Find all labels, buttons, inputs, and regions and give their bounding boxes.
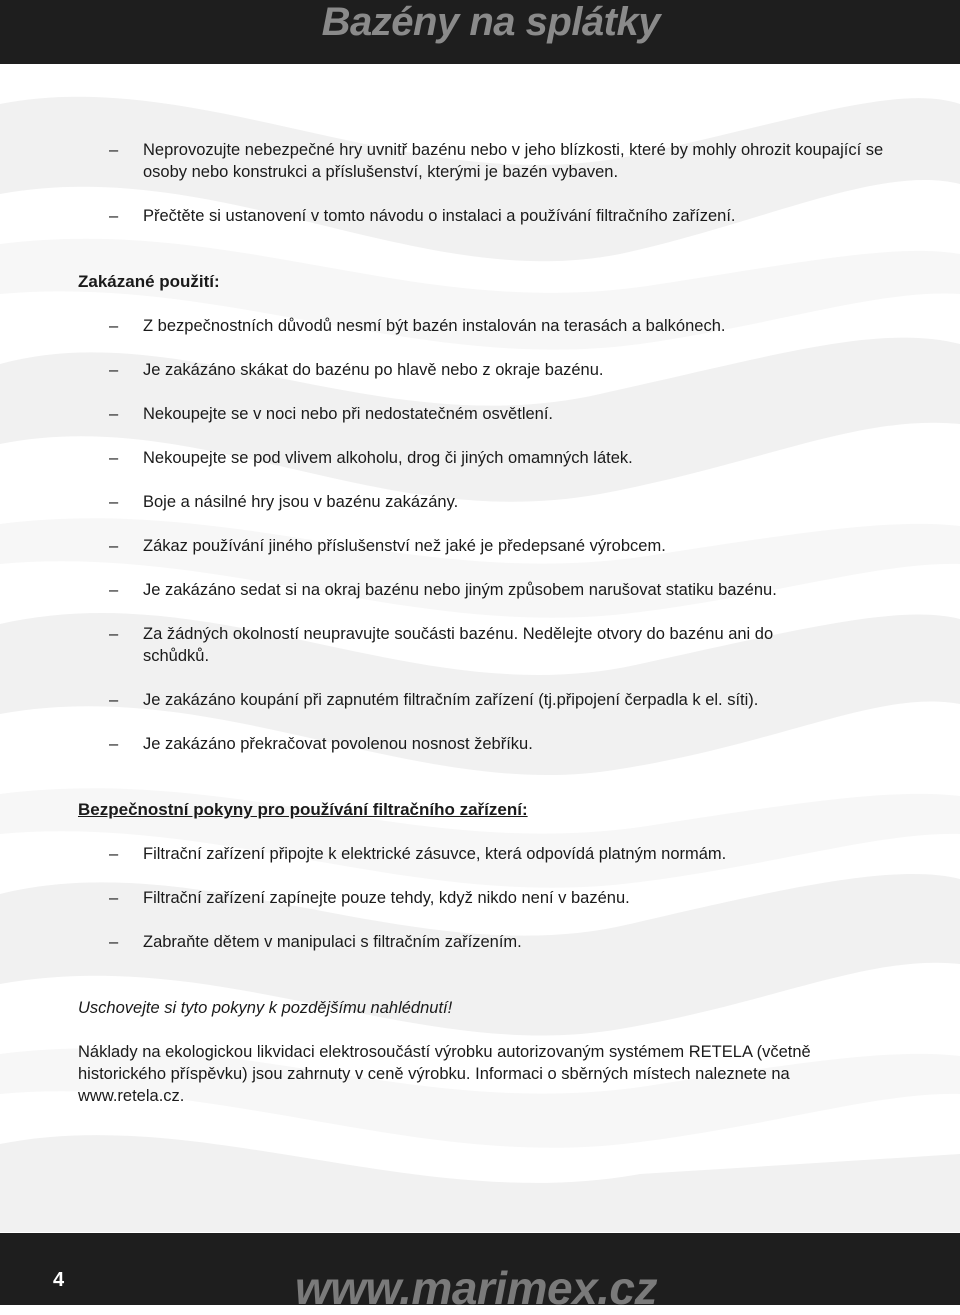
list-dash: – [109, 933, 119, 951]
list-item-text: Filtrační zařízení připojte k elektrické zásuvce, která odpovídá platným normám. [143, 845, 727, 863]
list-item-text: Z bezpečnostních důvodů nesmí být bazén instalován na terasách a balkónech. [143, 317, 726, 335]
list-item [109, 359, 903, 381]
list-item-text: Boje a násilné hry jsou v bazénu zakázány. [143, 493, 459, 511]
list-item-text: Je zakázáno sedat si na okraj bazénu nebo jiným způsobem narušovat statiku bazénu. [143, 581, 777, 599]
list-item [109, 403, 903, 425]
list-dash: – [109, 889, 119, 907]
list-dash: – [109, 449, 119, 467]
list-item-text: Zabraňte dětem v manipulaci s filtračním zařízením. [143, 933, 522, 951]
page-number: 4 [53, 1269, 65, 1291]
list-item-text: Je zakázáno překračovat povolenou nosnost žebříku. [143, 735, 533, 753]
list-item [109, 623, 843, 667]
list-dash: – [109, 625, 119, 643]
list-item [109, 689, 903, 711]
list-dash: – [109, 405, 119, 423]
footer-bar [0, 1233, 960, 1314]
list-item-text: Nekoupejte se v noci nebo při nedostatečném osvětlení. [143, 405, 554, 423]
list-item-text: Je zakázáno skákat do bazénu po hlavě nebo z okraje bazénu. [143, 361, 604, 379]
keep-instructions-note: Uschovejte si tyto pokyny k pozdějšímu nahlédnutí! [78, 999, 453, 1017]
list-item [109, 491, 903, 513]
list-dash: – [109, 493, 119, 511]
list-dash: – [109, 317, 119, 335]
list-item [109, 535, 903, 557]
page-title: Bazény na splátky [321, 0, 660, 44]
list-item [109, 843, 903, 865]
list-item [109, 733, 903, 755]
list-item-text: Nekoupejte se pod vlivem alkoholu, drog či jiných omamných látek. [143, 449, 633, 467]
list-item-text: Je zakázáno koupání při zapnutém filtračním zařízení (tj.připojení čerpadla k el. síti). [143, 691, 759, 709]
list-item [109, 139, 903, 183]
list-dash: – [109, 207, 119, 225]
list-dash: – [109, 735, 119, 753]
section-heading-filtration: Bezpečnostní pokyny pro používání filtračního zařízení: [78, 800, 528, 819]
list-item-text: Přečtěte si ustanovení v tomto návodu o instalaci a používání filtračního zařízení. [143, 207, 736, 225]
list-item [109, 579, 903, 601]
section-heading-prohibited: Zakázané použití: [78, 272, 220, 291]
list-dash: – [109, 691, 119, 709]
list-item-text: Neprovozujte nebezpečné hry uvnitř bazénu nebo v jeho blízkosti, které by mohly ohrozit koupající se osoby nebo konstrukci a příslušenství, kterými je bazén vybaven. [143, 141, 884, 181]
list-item [109, 205, 903, 227]
list-item [109, 315, 903, 337]
list-dash: – [109, 537, 119, 555]
list-item-text: Filtrační zařízení zapínejte pouze tehdy, když nikdo není v bazénu. [143, 889, 630, 907]
list-item-text: Zákaz používání jiného příslušenství než jaké je předepsané výrobcem. [143, 537, 666, 555]
list-dash: – [109, 361, 119, 379]
footer-website-link[interactable]: www.marimex.cz [295, 1262, 658, 1314]
list-dash: – [109, 141, 119, 159]
list-item-text: Za žádných okolností neupravujte součásti bazénu. Nedělejte otvory do bazénu ani do schůdků. [143, 625, 774, 665]
list-item [109, 887, 903, 909]
header-bar [0, 0, 960, 64]
list-item [109, 447, 903, 469]
recycling-note: Náklady na ekologickou likvidaci elektrosoučástí výrobku autorizovaným systémem RETELA (včetně historického příspěvku) jsou zahrnuty v ceně výrobku. Informaci o sběrných místech naleznete na www.retela.cz. [78, 1043, 811, 1105]
list-item [109, 931, 903, 953]
list-dash: – [109, 845, 119, 863]
list-dash: – [109, 581, 119, 599]
